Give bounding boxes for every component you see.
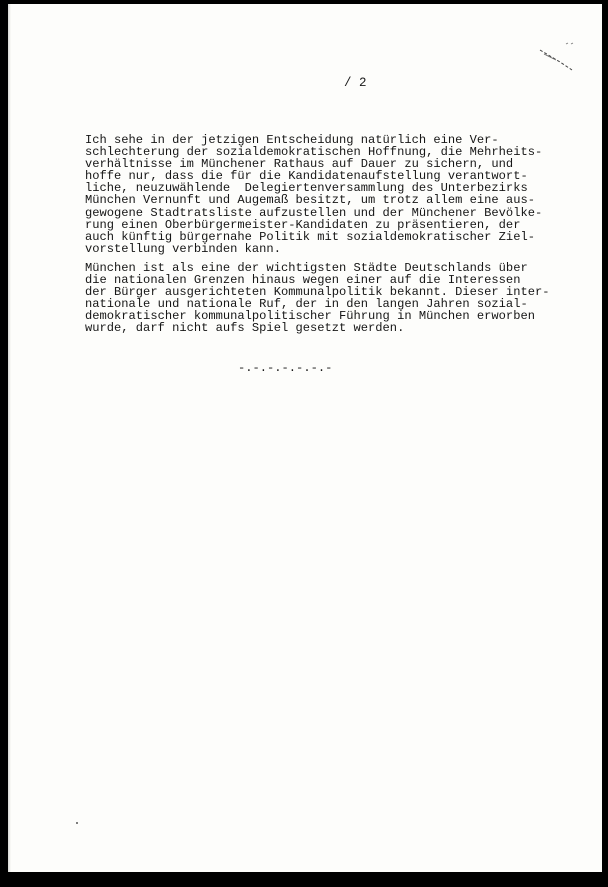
text-line: die nationalen Grenzen hinaus wegen einer auf die Interessen (85, 273, 521, 288)
text-line: hoffe nur, dass die für die Kandidatenaufstellung verantwort- (85, 169, 528, 184)
text-line: München Vernunft und Augemaß besitzt, um trotz allem eine aus- (85, 193, 535, 208)
text-line: schlechterung der sozialdemokratischen Hoffnung, die Mehrheits- (85, 145, 543, 160)
corner-pen-marks (538, 38, 578, 78)
text-line: vorstellung verbinden kann. (85, 241, 281, 256)
text-line: wurde, darf nicht aufs Spiel gesetzt werden. (85, 321, 405, 336)
text-line: liche, neuzuwählende Delegiertenversammlung des Unterbezirks (85, 181, 528, 196)
text-line: der Bürger ausgerichteten Kommunalpolitik bekannt. Dieser inter- (85, 285, 550, 300)
text-line: verhältnisse im Münchener Rathaus auf Dauer zu sichern, und (85, 157, 514, 172)
document-page (8, 4, 602, 872)
page-number: / 2 (344, 76, 367, 90)
paragraph-1 (85, 134, 555, 255)
text-line: nationale und nationale Ruf, der in den langen Jahren sozial- (85, 297, 528, 312)
section-separator: -.-.-.-.-.-.- (238, 361, 333, 375)
text-line: Ich sehe in der jetzigen Entscheidung natürlich eine Ver- (85, 133, 499, 147)
scan-edge (8, 4, 11, 872)
text-line: München ist als eine der wichtigsten Städte Deutschlands über (85, 261, 528, 275)
scan-speck (76, 822, 78, 824)
text-line: auch künftig bürgernahe Politik mit sozialdemokratischer Ziel- (85, 229, 535, 244)
text-line: demokratischer kommunalpolitischer Führung in München erworben (85, 309, 535, 324)
paragraph-2 (85, 262, 555, 335)
text-line: rung einen Oberbürgermeister-Kandidaten zu präsentieren, der (85, 217, 521, 232)
text-line: gewogene Stadtratsliste aufzustellen und der Münchener Bevölke- (85, 205, 543, 220)
